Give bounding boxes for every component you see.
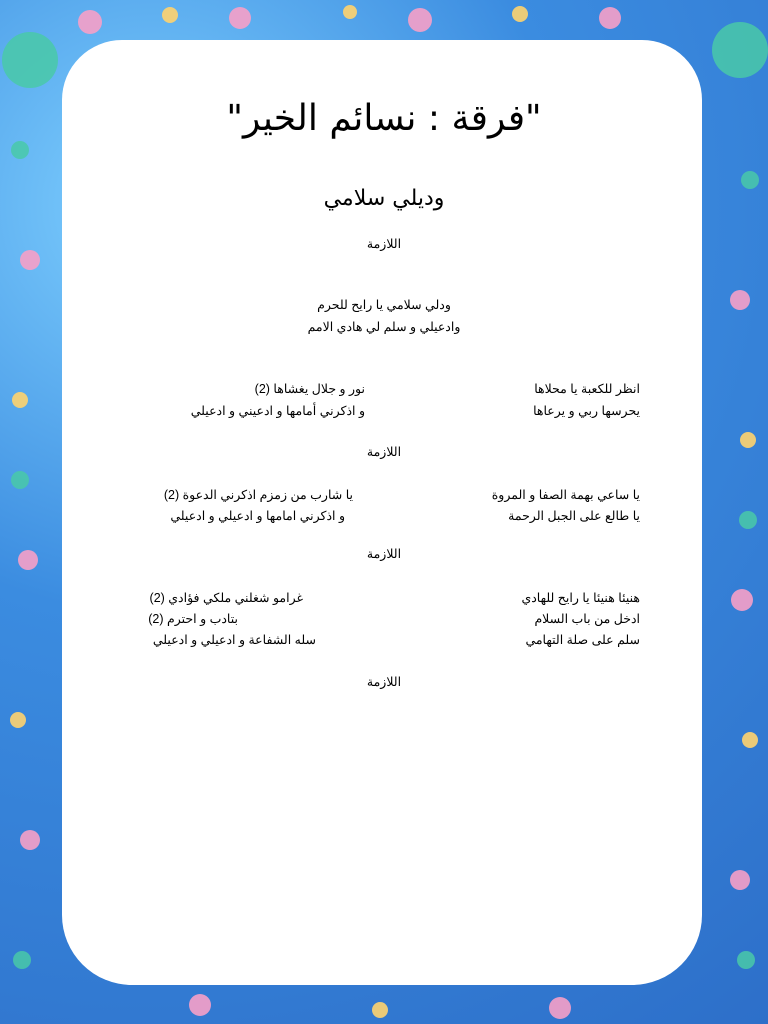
verse1-left-line-1: نور و جلال يغشاها (2) <box>254 382 365 396</box>
chorus-label: اللازمة <box>366 445 402 459</box>
chorus-label: اللازمة <box>366 675 402 689</box>
song-title: وديلي سلامي <box>323 186 445 211</box>
intro-line-2: وادعيلي و سلم لي هادي الامم <box>307 320 461 334</box>
verse2-right-line-1: يا ساعي بهمة الصفا و المروة <box>491 488 640 502</box>
verse1-left-line-2: و اذكرني أمامها و ادعيني و ادعيلي <box>190 404 365 418</box>
verse3-left-line-1: غرامو شغلني ملكي فؤادي (2) <box>149 591 303 605</box>
verse2-right-line-2: يا طالع على الجبل الرحمة <box>508 509 640 523</box>
verse2-left-line-1: يا شارب من زمزم اذكرني الدعوة (2) <box>163 488 353 502</box>
verse3-right-line-2: ادخل من باب السلام <box>534 612 640 626</box>
band-title: "فرقة : نسائم الخير" <box>226 98 542 139</box>
verse3-right-line-1: هنيئا هنيئا يا رايح للهادي <box>521 591 640 605</box>
intro-line-1: ودلي سلامي يا رايح للحرم <box>317 298 451 312</box>
verse1-right-line-2: يحرسها ربي و يرعاها <box>533 404 640 418</box>
chorus-label: اللازمة <box>366 547 402 561</box>
verse3-right-line-3: سلم على صلة التهامي <box>525 633 640 647</box>
verse1-right-line-1: انظر للكعبة يا محلاها <box>534 382 640 396</box>
verse3-left-line-2: بتادب و احترم (2) <box>148 612 238 626</box>
verse2-left-line-2: و اذكرني امامها و ادعيلي و ادعيلي <box>170 509 345 523</box>
verse3-left-line-3: سله الشفاعة و ادعيلي و ادعيلي <box>152 633 316 647</box>
chorus-label: اللازمة <box>366 237 402 251</box>
